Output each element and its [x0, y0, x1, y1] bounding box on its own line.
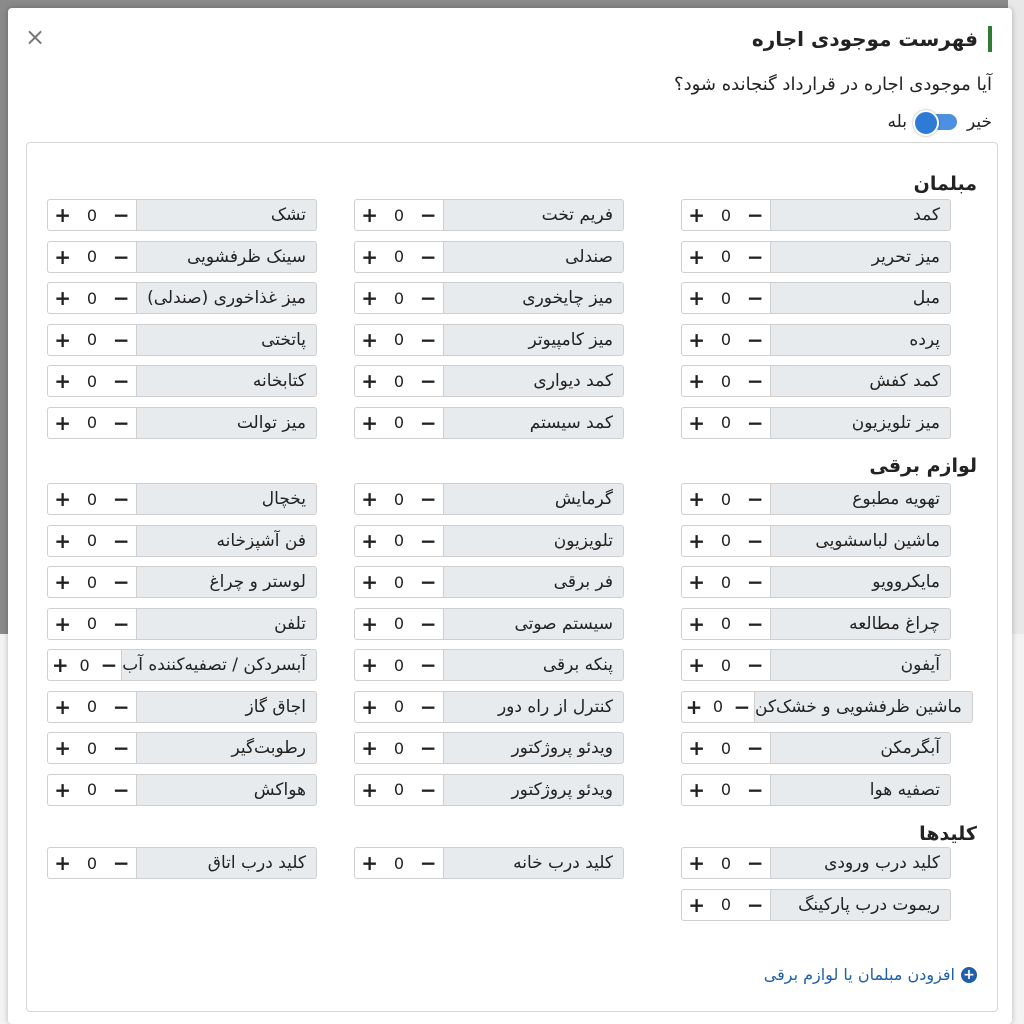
- increment-button[interactable]: +: [688, 851, 706, 875]
- decrement-button[interactable]: −: [419, 736, 437, 760]
- item-label: کلید درب ورودی: [770, 847, 951, 879]
- item-label: چراغ مطالعه: [770, 608, 951, 640]
- increment-button[interactable]: +: [688, 244, 706, 269]
- increment-button[interactable]: +: [688, 777, 706, 802]
- quantity-value: 0: [393, 413, 405, 432]
- increment-button[interactable]: +: [54, 694, 72, 719]
- decrement-button[interactable]: −: [746, 410, 764, 435]
- item-label: کمد: [770, 199, 951, 231]
- quantity-stepper: [47, 732, 136, 764]
- increment-button[interactable]: +: [688, 611, 706, 636]
- inventory-item-appliances: [681, 566, 951, 598]
- item-label: کتابخانه: [136, 365, 317, 397]
- increment-button[interactable]: +: [361, 369, 379, 393]
- inventory-item-keys: [681, 847, 951, 879]
- item-label: سینک ظرفشویی: [136, 241, 317, 273]
- quantity-value: 0: [86, 330, 98, 349]
- item-label: لوستر و چراغ: [136, 566, 317, 598]
- increment-button[interactable]: +: [54, 851, 72, 875]
- increment-button[interactable]: +: [361, 570, 379, 594]
- rental-inventory-modal: [8, 8, 1012, 1024]
- quantity-value: 0: [86, 413, 98, 432]
- item-label: فریم تخت: [443, 199, 624, 231]
- quantity-stepper: [354, 483, 443, 515]
- decrement-button[interactable]: −: [746, 286, 764, 310]
- decrement-button[interactable]: −: [746, 369, 764, 393]
- inventory-item-appliances: [47, 691, 317, 723]
- inventory-item-appliances: [681, 732, 951, 764]
- item-label: پنکه برقی: [443, 649, 624, 681]
- inventory-item-appliances: [47, 483, 317, 515]
- item-label: سیستم صوتی: [443, 608, 624, 640]
- increment-button[interactable]: +: [688, 892, 706, 917]
- inventory-item-furniture: [681, 282, 951, 314]
- inventory-item-furniture: [354, 407, 624, 439]
- quantity-stepper: [354, 691, 443, 723]
- quantity-value: 0: [393, 572, 405, 592]
- decrement-button[interactable]: −: [112, 528, 130, 553]
- decrement-button[interactable]: −: [419, 487, 437, 511]
- item-label: تشک: [136, 199, 317, 231]
- increment-button[interactable]: +: [685, 694, 703, 719]
- item-label: تلویزیون: [443, 525, 624, 557]
- item-label: فن آشپزخانه: [136, 525, 317, 557]
- inventory-item-furniture: [47, 324, 317, 356]
- item-label: کمد سیستم: [443, 407, 624, 439]
- increment-button[interactable]: +: [54, 777, 72, 802]
- inventory-item-furniture: [681, 324, 951, 356]
- quantity-stepper: [681, 324, 770, 356]
- increment-button[interactable]: +: [54, 570, 72, 594]
- quantity-value: 0: [86, 572, 98, 592]
- item-label: آبگرمکن: [770, 732, 951, 764]
- quantity-value: 0: [86, 205, 98, 225]
- decrement-button[interactable]: −: [112, 203, 130, 227]
- quantity-stepper: [681, 649, 770, 681]
- quantity-value: 0: [720, 413, 732, 432]
- item-label: کنترل از راه دور: [443, 691, 624, 723]
- inventory-item-appliances: [354, 566, 624, 598]
- decrement-button[interactable]: −: [112, 851, 130, 875]
- decrement-button[interactable]: −: [746, 203, 764, 227]
- section-title-keys: کلیدها: [919, 823, 977, 845]
- decrement-button[interactable]: −: [112, 487, 130, 511]
- increment-button[interactable]: +: [688, 369, 706, 393]
- inventory-item-furniture: [47, 407, 317, 439]
- item-label: میز تلویزیون: [770, 407, 951, 439]
- item-label: مبل: [770, 282, 951, 314]
- increment-button[interactable]: +: [688, 528, 706, 553]
- increment-button[interactable]: +: [51, 653, 69, 677]
- inventory-panel: [26, 142, 998, 1012]
- inventory-item-appliances: [681, 608, 951, 640]
- quantity-stepper: [354, 847, 443, 879]
- decrement-button[interactable]: −: [419, 410, 437, 435]
- quantity-stepper: [47, 525, 136, 557]
- quantity-value: 0: [720, 655, 732, 675]
- quantity-value: 0: [393, 371, 405, 391]
- toggle-yes-label: بله: [887, 112, 907, 132]
- quantity-stepper: [47, 407, 136, 439]
- decrement-button[interactable]: −: [419, 286, 437, 310]
- quantity-value: 0: [393, 738, 405, 758]
- quantity-value: 0: [86, 853, 98, 873]
- inventory-item-keys: [47, 847, 317, 879]
- quantity-stepper: [354, 732, 443, 764]
- quantity-value: 0: [86, 288, 98, 308]
- quantity-stepper: [47, 566, 136, 598]
- increment-button[interactable]: +: [688, 203, 706, 227]
- section-title-appliances: لوازم برقی: [869, 455, 977, 477]
- decrement-button[interactable]: −: [112, 694, 130, 719]
- decrement-button[interactable]: −: [419, 244, 437, 269]
- decrement-button[interactable]: −: [112, 611, 130, 636]
- quantity-value: 0: [720, 371, 732, 391]
- quantity-value: 0: [86, 697, 98, 716]
- quantity-stepper: [354, 324, 443, 356]
- quantity-value: 0: [86, 780, 98, 799]
- increment-button[interactable]: +: [54, 528, 72, 553]
- item-label: فر برقی: [443, 566, 624, 598]
- increment-button[interactable]: +: [361, 653, 379, 677]
- quantity-value: 0: [86, 738, 98, 758]
- item-label: صندلی: [443, 241, 624, 273]
- increment-button[interactable]: +: [54, 611, 72, 636]
- decrement-button[interactable]: −: [733, 694, 751, 719]
- item-label: ماشین ظرفشویی و خشک‌کن: [754, 691, 973, 723]
- increment-button[interactable]: +: [361, 611, 379, 636]
- quantity-stepper: [47, 365, 136, 397]
- quantity-stepper: [47, 199, 136, 231]
- inventory-item-furniture: [47, 199, 317, 231]
- quantity-value: 0: [86, 371, 98, 391]
- decrement-button[interactable]: −: [112, 244, 130, 269]
- decrement-button[interactable]: −: [112, 369, 130, 393]
- decrement-button[interactable]: −: [419, 851, 437, 875]
- quantity-stepper: [354, 282, 443, 314]
- item-label: یخچال: [136, 483, 317, 515]
- modal-header: [752, 26, 992, 52]
- inventory-item-appliances: [681, 691, 962, 723]
- inventory-item-keys: [354, 847, 624, 879]
- inventory-item-appliances: [681, 649, 951, 681]
- inventory-item-appliances: [47, 566, 317, 598]
- quantity-value: 0: [393, 614, 405, 633]
- increment-button[interactable]: +: [361, 736, 379, 760]
- quantity-stepper: [354, 241, 443, 273]
- quantity-stepper: [47, 774, 136, 806]
- item-label: اجاق گاز: [136, 691, 317, 723]
- item-label: کلید درب خانه: [443, 847, 624, 879]
- decrement-button[interactable]: −: [746, 611, 764, 636]
- quantity-stepper: [681, 483, 770, 515]
- quantity-value: 0: [393, 853, 405, 873]
- inventory-item-appliances: [354, 691, 624, 723]
- quantity-stepper: [354, 407, 443, 439]
- quantity-value: 0: [86, 531, 98, 550]
- quantity-stepper: [47, 282, 136, 314]
- increment-button[interactable]: +: [54, 286, 72, 310]
- decrement-button[interactable]: −: [746, 736, 764, 760]
- quantity-value: 0: [720, 895, 732, 914]
- decrement-button[interactable]: −: [746, 653, 764, 677]
- decrement-button[interactable]: −: [112, 777, 130, 802]
- decrement-button[interactable]: −: [419, 777, 437, 802]
- item-label: میز کامپیوتر: [443, 324, 624, 356]
- inventory-item-furniture: [47, 365, 317, 397]
- increment-button[interactable]: +: [688, 410, 706, 435]
- quantity-stepper: [681, 732, 770, 764]
- increment-button[interactable]: +: [688, 327, 706, 352]
- inventory-item-appliances: [47, 732, 317, 764]
- inventory-item-appliances: [47, 649, 317, 681]
- item-label: ریموت درب پارکینگ: [770, 889, 951, 921]
- item-label: آیفون: [770, 649, 951, 681]
- decrement-button[interactable]: −: [419, 369, 437, 393]
- quantity-stepper: [681, 199, 770, 231]
- inventory-item-appliances: [681, 774, 951, 806]
- item-label: کمد کفش: [770, 365, 951, 397]
- increment-button[interactable]: +: [688, 736, 706, 760]
- decrement-button[interactable]: −: [419, 653, 437, 677]
- quantity-stepper: [354, 365, 443, 397]
- increment-button[interactable]: +: [688, 286, 706, 310]
- quantity-value: 0: [393, 531, 405, 550]
- decrement-button[interactable]: −: [746, 528, 764, 553]
- decrement-button[interactable]: −: [746, 487, 764, 511]
- inventory-item-furniture: [681, 241, 951, 273]
- increment-button[interactable]: +: [54, 244, 72, 269]
- item-label: تصفیه هوا: [770, 774, 951, 806]
- inventory-item-furniture: [354, 241, 624, 273]
- section-title-furniture: مبلمان: [913, 173, 977, 195]
- inventory-item-furniture: [47, 282, 317, 314]
- decrement-button[interactable]: −: [419, 528, 437, 553]
- item-label: پاتختی: [136, 324, 317, 356]
- decrement-button[interactable]: −: [746, 851, 764, 875]
- inventory-item-appliances: [681, 483, 951, 515]
- decrement-button[interactable]: −: [419, 611, 437, 636]
- increment-button[interactable]: +: [361, 244, 379, 269]
- quantity-stepper: [681, 691, 754, 723]
- item-label: میز تحریر: [770, 241, 951, 273]
- item-label: میز توالت: [136, 407, 317, 439]
- inventory-item-appliances: [47, 608, 317, 640]
- decrement-button[interactable]: −: [419, 327, 437, 352]
- increment-button[interactable]: +: [688, 653, 706, 677]
- quantity-value: 0: [720, 531, 732, 550]
- quantity-stepper: [47, 608, 136, 640]
- inventory-item-appliances: [354, 525, 624, 557]
- increment-button[interactable]: +: [54, 487, 72, 511]
- item-label: تهویه مطبوع: [770, 483, 951, 515]
- decrement-button[interactable]: −: [112, 327, 130, 352]
- inventory-item-appliances: [354, 649, 624, 681]
- quantity-value: 0: [720, 247, 732, 266]
- decrement-button[interactable]: −: [112, 570, 130, 594]
- toggle-no-label: خیر: [966, 112, 992, 132]
- item-label: میز چایخوری: [443, 282, 624, 314]
- quantity-value: 0: [720, 288, 732, 308]
- decrement-button[interactable]: −: [419, 570, 437, 594]
- quantity-value: 0: [79, 655, 90, 675]
- quantity-value: 0: [720, 330, 732, 349]
- item-label: مایکروویو: [770, 566, 951, 598]
- close-icon[interactable]: ×: [25, 23, 46, 51]
- quantity-value: 0: [720, 205, 732, 225]
- inventory-item-furniture: [681, 199, 951, 231]
- increment-button[interactable]: +: [361, 851, 379, 875]
- decrement-button[interactable]: −: [112, 410, 130, 435]
- quantity-stepper: [681, 282, 770, 314]
- inventory-item-appliances: [354, 608, 624, 640]
- decrement-button[interactable]: −: [100, 653, 118, 677]
- increment-button[interactable]: +: [361, 528, 379, 553]
- quantity-value: 0: [393, 288, 405, 308]
- increment-button[interactable]: +: [361, 487, 379, 511]
- quantity-stepper: [47, 649, 121, 681]
- quantity-value: 0: [393, 655, 405, 675]
- item-label: ویدئو پروژکتور: [443, 774, 624, 806]
- quantity-stepper: [47, 847, 136, 879]
- quantity-stepper: [354, 649, 443, 681]
- switch-knob: [913, 110, 939, 136]
- quantity-stepper: [681, 847, 770, 879]
- inventory-item-appliances: [354, 774, 624, 806]
- quantity-value: 0: [393, 489, 405, 509]
- quantity-value: 0: [712, 697, 724, 716]
- item-label: تلفن: [136, 608, 317, 640]
- quantity-value: 0: [393, 697, 405, 716]
- item-label: پرده: [770, 324, 951, 356]
- quantity-stepper: [681, 889, 770, 921]
- increment-button[interactable]: +: [361, 694, 379, 719]
- quantity-stepper: [354, 774, 443, 806]
- inventory-item-appliances: [354, 483, 624, 515]
- decrement-button[interactable]: −: [112, 736, 130, 760]
- inventory-item-furniture: [681, 365, 951, 397]
- quantity-value: 0: [720, 780, 732, 799]
- quantity-stepper: [47, 483, 136, 515]
- decrement-button[interactable]: −: [746, 327, 764, 352]
- quantity-value: 0: [393, 780, 405, 799]
- inventory-item-appliances: [47, 774, 317, 806]
- decrement-button[interactable]: −: [112, 286, 130, 310]
- inventory-item-furniture: [354, 365, 624, 397]
- increment-button[interactable]: +: [688, 570, 706, 594]
- increment-button[interactable]: +: [361, 203, 379, 227]
- quantity-stepper: [354, 566, 443, 598]
- inventory-item-appliances: [681, 525, 951, 557]
- decrement-button[interactable]: −: [746, 244, 764, 269]
- item-label: گرمایش: [443, 483, 624, 515]
- increment-button[interactable]: +: [54, 327, 72, 352]
- quantity-stepper: [681, 365, 770, 397]
- add-circle-icon: +: [961, 967, 977, 983]
- quantity-value: 0: [720, 614, 732, 633]
- quantity-stepper: [681, 525, 770, 557]
- inventory-item-furniture: [354, 199, 624, 231]
- quantity-stepper: [354, 199, 443, 231]
- include-inventory-switch[interactable]: [917, 114, 957, 130]
- inventory-item-furniture: [354, 324, 624, 356]
- quantity-stepper: [681, 608, 770, 640]
- quantity-value: 0: [86, 247, 98, 266]
- increment-button[interactable]: +: [54, 203, 72, 227]
- inventory-item-furniture: [681, 407, 951, 439]
- quantity-value: 0: [393, 205, 405, 225]
- quantity-value: 0: [720, 572, 732, 592]
- increment-button[interactable]: +: [54, 410, 72, 435]
- quantity-stepper: [47, 691, 136, 723]
- quantity-value: 0: [720, 489, 732, 509]
- quantity-stepper: [47, 324, 136, 356]
- increment-button[interactable]: +: [361, 777, 379, 802]
- item-label: ماشین لباسشویی: [770, 525, 951, 557]
- increment-button[interactable]: +: [361, 286, 379, 310]
- item-label: رطوبت‌گیر: [136, 732, 317, 764]
- include-inventory-toggle-row: [887, 112, 992, 132]
- modal-title: فهرست موجودی اجاره: [751, 27, 978, 51]
- increment-button[interactable]: +: [54, 736, 72, 760]
- inventory-item-furniture: [354, 282, 624, 314]
- add-item-link[interactable]: [764, 965, 977, 984]
- quantity-stepper: [47, 241, 136, 273]
- decrement-button[interactable]: −: [419, 694, 437, 719]
- add-item-label: افزودن مبلمان یا لوازم برقی: [763, 965, 955, 984]
- quantity-value: 0: [86, 489, 98, 509]
- decrement-button[interactable]: −: [746, 570, 764, 594]
- increment-button[interactable]: +: [361, 410, 379, 435]
- inventory-item-keys: [681, 889, 951, 921]
- quantity-value: 0: [86, 614, 98, 633]
- increment-button[interactable]: +: [54, 369, 72, 393]
- quantity-stepper: [681, 407, 770, 439]
- quantity-stepper: [681, 566, 770, 598]
- item-label: کلید درب اتاق: [136, 847, 317, 879]
- quantity-value: 0: [393, 330, 405, 349]
- quantity-value: 0: [393, 247, 405, 266]
- inventory-item-appliances: [47, 525, 317, 557]
- increment-button[interactable]: +: [688, 487, 706, 511]
- include-inventory-question: آیا موجودی اجاره در قرارداد گنجانده شود؟: [674, 74, 992, 95]
- item-label: ویدئو پروژکتور: [443, 732, 624, 764]
- item-label: کمد دیواری: [443, 365, 624, 397]
- quantity-stepper: [681, 241, 770, 273]
- increment-button[interactable]: +: [361, 327, 379, 352]
- quantity-value: 0: [720, 738, 732, 758]
- decrement-button[interactable]: −: [746, 777, 764, 802]
- quantity-value: 0: [720, 853, 732, 873]
- decrement-button[interactable]: −: [746, 892, 764, 917]
- item-label: هواکش: [136, 774, 317, 806]
- item-label: آبسردکن / تصفیه‌کننده آب: [121, 649, 317, 681]
- quantity-stepper: [354, 525, 443, 557]
- quantity-stepper: [354, 608, 443, 640]
- quantity-stepper: [681, 774, 770, 806]
- inventory-item-furniture: [47, 241, 317, 273]
- inventory-item-appliances: [354, 732, 624, 764]
- decrement-button[interactable]: −: [419, 203, 437, 227]
- item-label: میز غذاخوری (صندلی): [136, 282, 317, 314]
